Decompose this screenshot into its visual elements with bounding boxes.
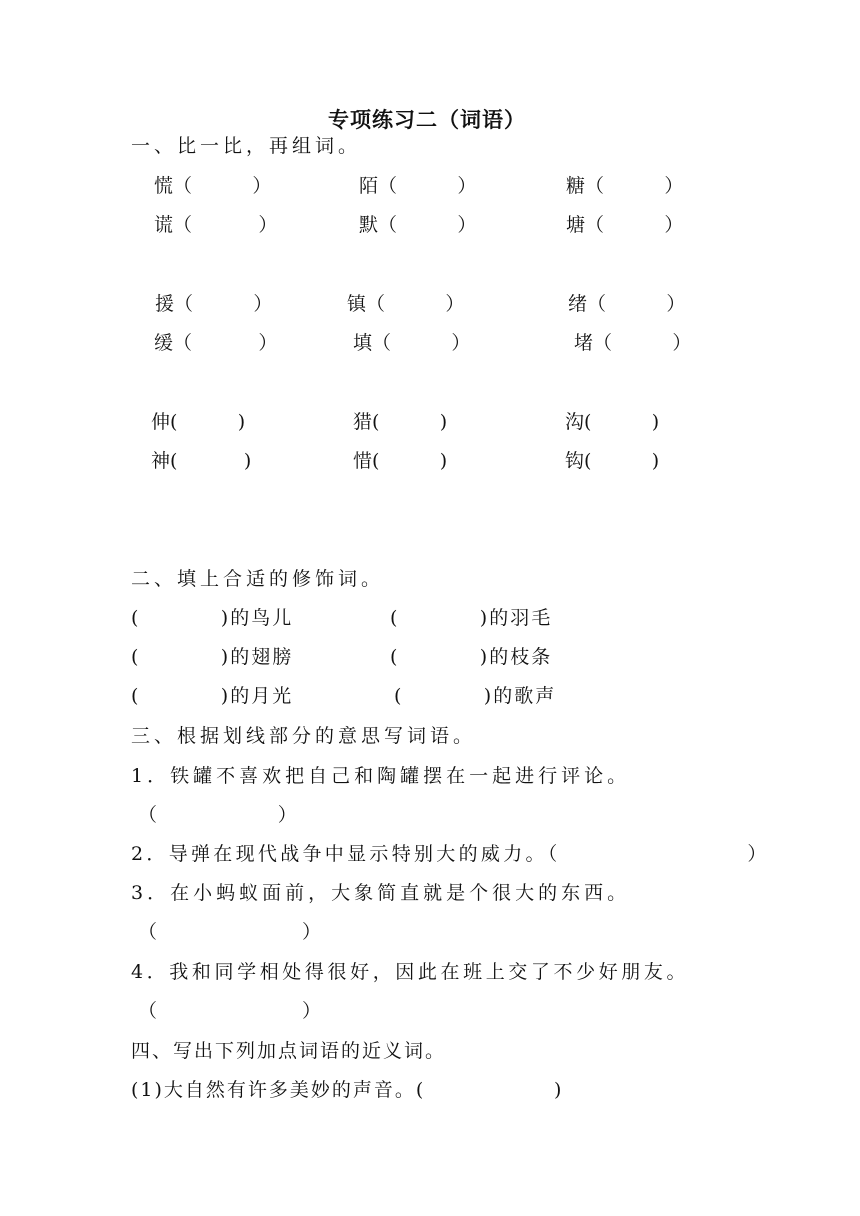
compare-item: 填（ ） bbox=[353, 332, 471, 354]
compare-item: 慌（ ） bbox=[154, 175, 272, 197]
section-3-heading: 三、根据划线部分的意思写词语。 bbox=[131, 725, 477, 747]
question-text: 3．在小蚂蚁面前，大象简直就是个很大的东西。 bbox=[131, 882, 631, 904]
section-4-heading: 四、写出下列加点词语的近义词。 bbox=[131, 1040, 447, 1062]
answer-blank: （ ） bbox=[138, 1000, 321, 1022]
compare-item: 猎( ) bbox=[353, 411, 448, 433]
compare-item: 神( ) bbox=[151, 450, 252, 472]
answer-blank: （ ） bbox=[138, 804, 297, 826]
compare-item: 缓（ ） bbox=[154, 332, 278, 354]
compare-item: 糖（ ） bbox=[566, 175, 684, 197]
modifier-item: ( )的月光 bbox=[131, 685, 294, 707]
compare-item: 镇（ ） bbox=[347, 293, 465, 315]
modifier-item: ( )的鸟儿 bbox=[131, 607, 294, 629]
section-1-heading: 一、比一比，再组词。 bbox=[131, 135, 362, 157]
compare-item: 伸( ) bbox=[151, 411, 246, 433]
compare-item: 钩( ) bbox=[565, 450, 660, 472]
compare-item: 谎（ ） bbox=[154, 214, 278, 236]
compare-item: 默（ ） bbox=[359, 214, 477, 236]
answer-blank: （ ） bbox=[138, 921, 321, 943]
compare-item: 援（ ） bbox=[155, 293, 273, 315]
question-text: (1)大自然有许多美妙的声音。( ) bbox=[131, 1079, 564, 1101]
compare-item: 堵（ ） bbox=[574, 332, 692, 354]
modifier-item: ( )的羽毛 bbox=[390, 607, 553, 629]
modifier-item: ( )的枝条 bbox=[390, 646, 553, 668]
section-2-heading: 二、填上合适的修饰词。 bbox=[131, 568, 385, 590]
modifier-item: ( )的歌声 bbox=[394, 685, 557, 707]
modifier-item: ( )的翅膀 bbox=[131, 646, 294, 668]
compare-item: 惜( ) bbox=[353, 450, 448, 472]
compare-item: 陌（ ） bbox=[359, 175, 477, 197]
question-text: 4．我和同学相处得很好，因此在班上交了不少好朋友。 bbox=[131, 961, 690, 983]
question-text: 1．铁罐不喜欢把自己和陶罐摆在一起进行评论。 bbox=[131, 765, 631, 787]
compare-item: 塘（ ） bbox=[566, 214, 684, 236]
page-title: 专项练习二（词语） bbox=[328, 107, 526, 132]
compare-item: 绪（ ） bbox=[568, 293, 686, 315]
question-text: 2．导弹在现代战争中显示特别大的威力。（ ） bbox=[131, 843, 770, 865]
compare-item: 沟( ) bbox=[565, 411, 660, 433]
